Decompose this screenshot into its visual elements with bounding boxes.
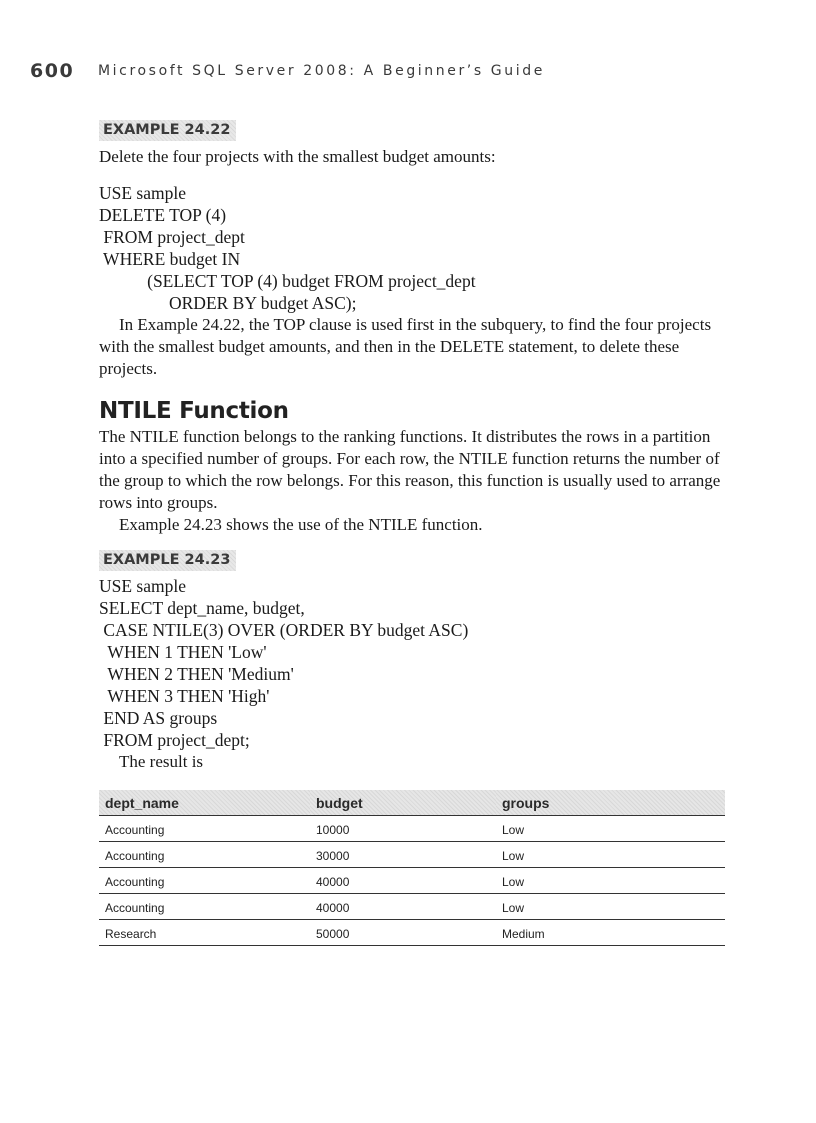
table-row — [99, 920, 725, 946]
cell-dept-name: Accounting — [99, 894, 310, 920]
column-header-groups: groups — [496, 790, 725, 816]
code-block-24-23: USE sample SELECT dept_name, budget, CASE NTILE(3) OVER (ORDER BY budget ASC) WHEN 1 THEN 'Low' WHEN 2 THEN 'Medium' WHEN 3 THEN 'High' END AS groups FROM project_dept; — [99, 576, 469, 750]
result-table — [99, 790, 725, 946]
ntile-description: The NTILE function belongs to the ranking functions. It distributes the rows in a partition into a specified number of groups. For each row, the NTILE function returns the number of the group to which the row belongs. For this reason, this function is usually used to arrange rows into groups. — [99, 427, 721, 512]
table-row — [99, 894, 725, 920]
example-label-24-23: EXAMPLE 24.23 — [99, 550, 236, 571]
cell-dept-name: Research — [99, 920, 310, 946]
explanation-paragraph: In Example 24.22, the TOP clause is used first in the subquery, to find the four projects with the smallest budget amounts, and then in the DELETE statement, to delete these projects. — [99, 315, 712, 378]
page-content — [99, 120, 739, 946]
cell-group: Low — [496, 842, 725, 868]
example-24-22-intro: Delete the four projects with the smallest budget amounts: — [99, 147, 496, 166]
table-header-row — [99, 790, 725, 816]
cell-dept-name: Accounting — [99, 842, 310, 868]
result-intro: The result is — [119, 752, 204, 771]
page-number: 600 — [30, 60, 75, 82]
code-block-24-22: USE sample DELETE TOP (4) FROM project_dept WHERE budget IN (SELECT TOP (4) budget FROM project_dept ORDER BY budget ASC); — [99, 183, 476, 313]
cell-dept-name: Accounting — [99, 816, 310, 842]
table-row — [99, 842, 725, 868]
column-header-budget: budget — [310, 790, 496, 816]
table-row — [99, 868, 725, 894]
cell-budget: 40000 — [310, 894, 496, 920]
cell-group: Low — [496, 894, 725, 920]
ntile-example-intro: Example 24.23 shows the use of the NTILE function. — [119, 515, 483, 534]
cell-group: Low — [496, 816, 725, 842]
cell-group: Medium — [496, 920, 725, 946]
cell-group: Low — [496, 868, 725, 894]
section-heading-ntile: NTILE Function — [99, 398, 289, 424]
cell-budget: 10000 — [310, 816, 496, 842]
cell-budget: 50000 — [310, 920, 496, 946]
example-label-24-22: EXAMPLE 24.22 — [99, 120, 236, 141]
cell-dept-name: Accounting — [99, 868, 310, 894]
column-header-dept-name: dept_name — [99, 790, 310, 816]
cell-budget: 40000 — [310, 868, 496, 894]
running-header-title: Microsoft SQL Server 2008: A Beginner’s Guide — [98, 63, 545, 79]
cell-budget: 30000 — [310, 842, 496, 868]
table-row — [99, 816, 725, 842]
